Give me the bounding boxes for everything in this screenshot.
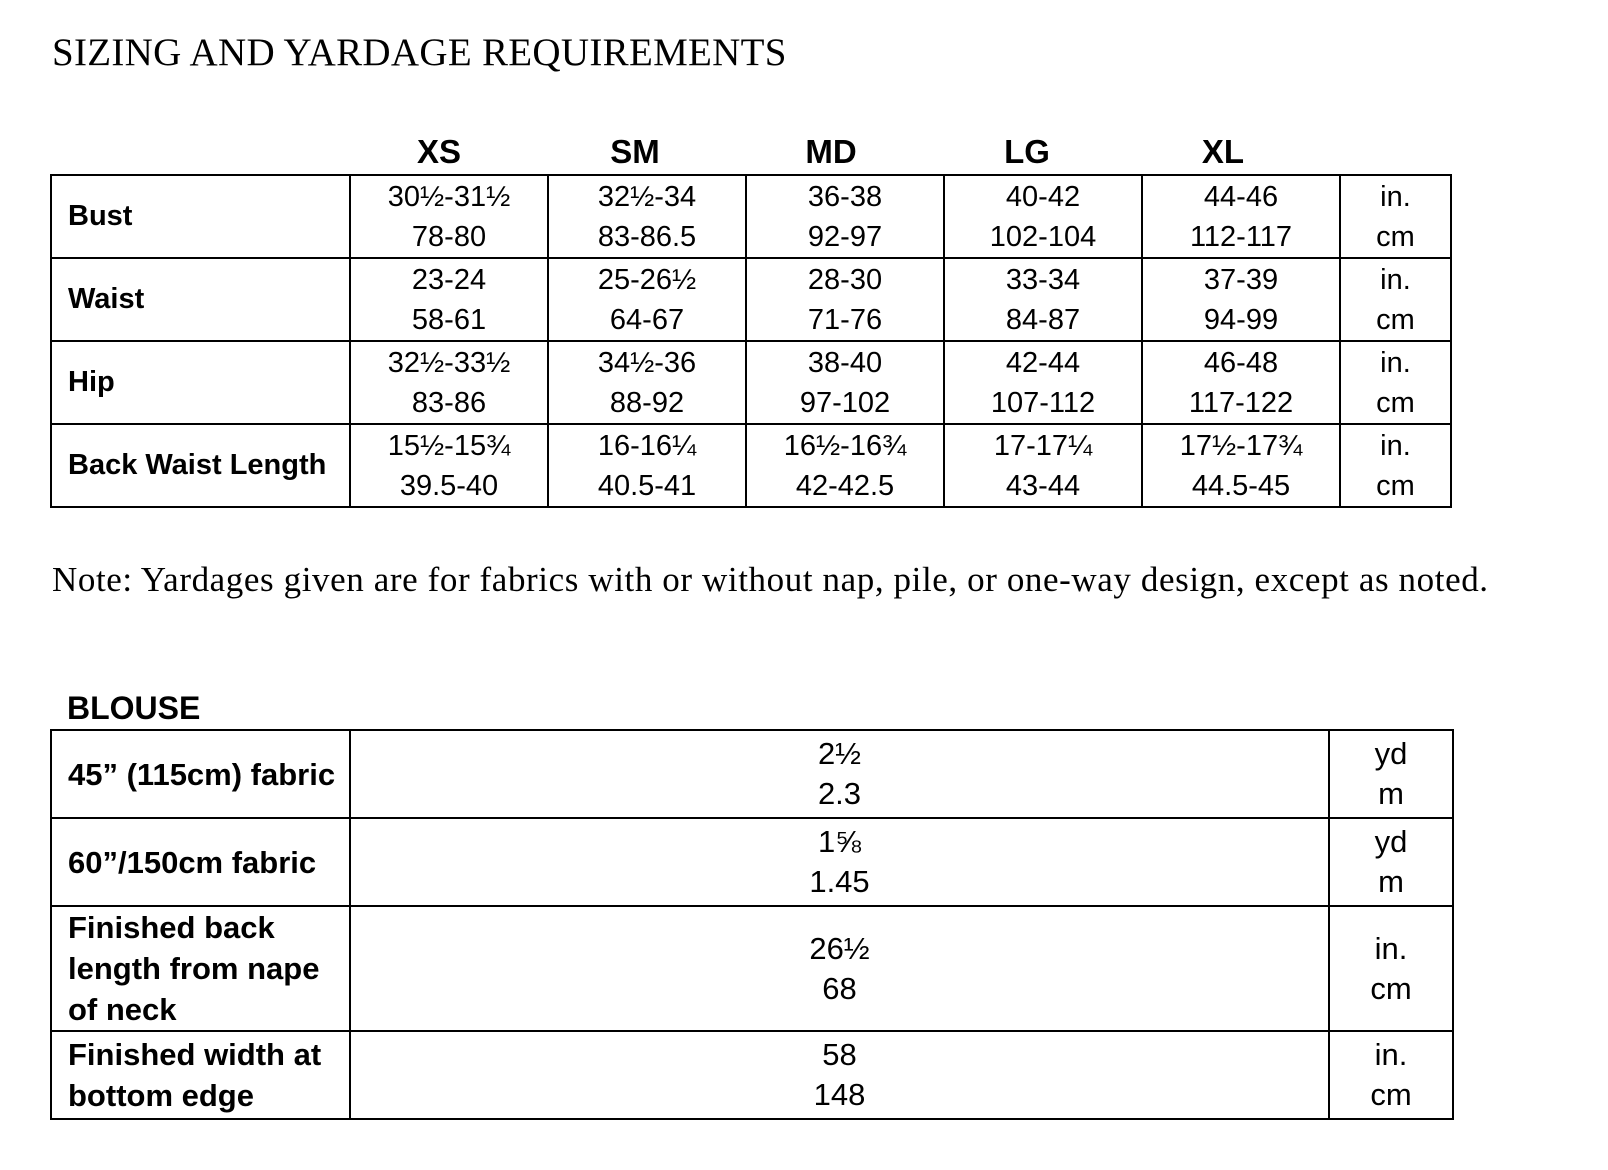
table-cell: 23-24 58-61	[350, 258, 548, 341]
table-cell: 58 148	[350, 1031, 1329, 1119]
table-cell: 26½ 68	[350, 906, 1329, 1031]
table-cell: 16½-16¾ 42-42.5	[746, 424, 944, 507]
blouse-section-title: BLOUSE	[67, 690, 201, 726]
table-cell: 2½ 2.3	[350, 730, 1329, 818]
blouse-yardage-table	[50, 729, 1454, 1120]
unit-cell: in. cm	[1340, 175, 1451, 258]
size-header-xs: XS	[416, 133, 462, 170]
unit-cell: in. cm	[1329, 1031, 1453, 1119]
unit-cell: in. cm	[1340, 424, 1451, 507]
table-row	[51, 1031, 1453, 1119]
table-cell: 28-30 71-76	[746, 258, 944, 341]
unit-cell: in. cm	[1340, 258, 1451, 341]
table-cell: 1⅝ 1.45	[350, 818, 1329, 906]
table-cell: 34½-36 88-92	[548, 341, 746, 424]
table-cell: 32½-33½ 83-86	[350, 341, 548, 424]
table-cell: 38-40 97-102	[746, 341, 944, 424]
yardage-note: Note: Yardages given are for fabrics with or without nap, pile, or one-way design, except as noted.	[52, 560, 1489, 599]
page-title: SIZING AND YARDAGE REQUIREMENTS	[52, 31, 787, 74]
table-row	[51, 175, 1451, 258]
table-cell: 36-38 92-97	[746, 175, 944, 258]
table-cell: 15½-15¾ 39.5-40	[350, 424, 548, 507]
table-row	[51, 906, 1453, 1031]
row-label: Hip	[51, 341, 350, 424]
unit-cell: yd m	[1329, 730, 1453, 818]
table-row	[51, 818, 1453, 906]
table-cell: 16-16¼ 40.5-41	[548, 424, 746, 507]
table-cell: 40-42 102-104	[944, 175, 1142, 258]
row-label: Waist	[51, 258, 350, 341]
table-cell: 46-48 117-122	[1142, 341, 1340, 424]
unit-cell: in. cm	[1340, 341, 1451, 424]
sizing-table	[50, 174, 1452, 508]
table-row	[51, 258, 1451, 341]
table-row	[51, 730, 1453, 818]
row-label: Bust	[51, 175, 350, 258]
table-cell: 42-44 107-112	[944, 341, 1142, 424]
row-label: Back Waist Length	[51, 424, 350, 507]
table-cell: 17-17¼ 43-44	[944, 424, 1142, 507]
table-cell: 25-26½ 64-67	[548, 258, 746, 341]
row-label: 60”/150cm fabric	[51, 818, 350, 906]
table-cell: 32½-34 83-86.5	[548, 175, 746, 258]
table-cell: 37-39 94-99	[1142, 258, 1340, 341]
row-label: Finished width at bottom edge	[51, 1031, 350, 1119]
size-header-md: MD	[805, 133, 857, 170]
row-label: 45” (115cm) fabric	[51, 730, 350, 818]
unit-cell: in. cm	[1329, 906, 1453, 1031]
table-cell: 17½-17¾ 44.5-45	[1142, 424, 1340, 507]
table-cell: 30½-31½ 78-80	[350, 175, 548, 258]
size-header-sm: SM	[610, 133, 660, 170]
size-header-xl: XL	[1201, 133, 1245, 170]
table-cell: 33-34 84-87	[944, 258, 1142, 341]
table-row	[51, 341, 1451, 424]
size-header-lg: LG	[1004, 133, 1050, 170]
size-header-row	[0, 130, 1608, 174]
table-row	[51, 424, 1451, 507]
row-label: Finished back length from nape of neck	[51, 906, 350, 1031]
table-cell: 44-46 112-117	[1142, 175, 1340, 258]
unit-cell: yd m	[1329, 818, 1453, 906]
